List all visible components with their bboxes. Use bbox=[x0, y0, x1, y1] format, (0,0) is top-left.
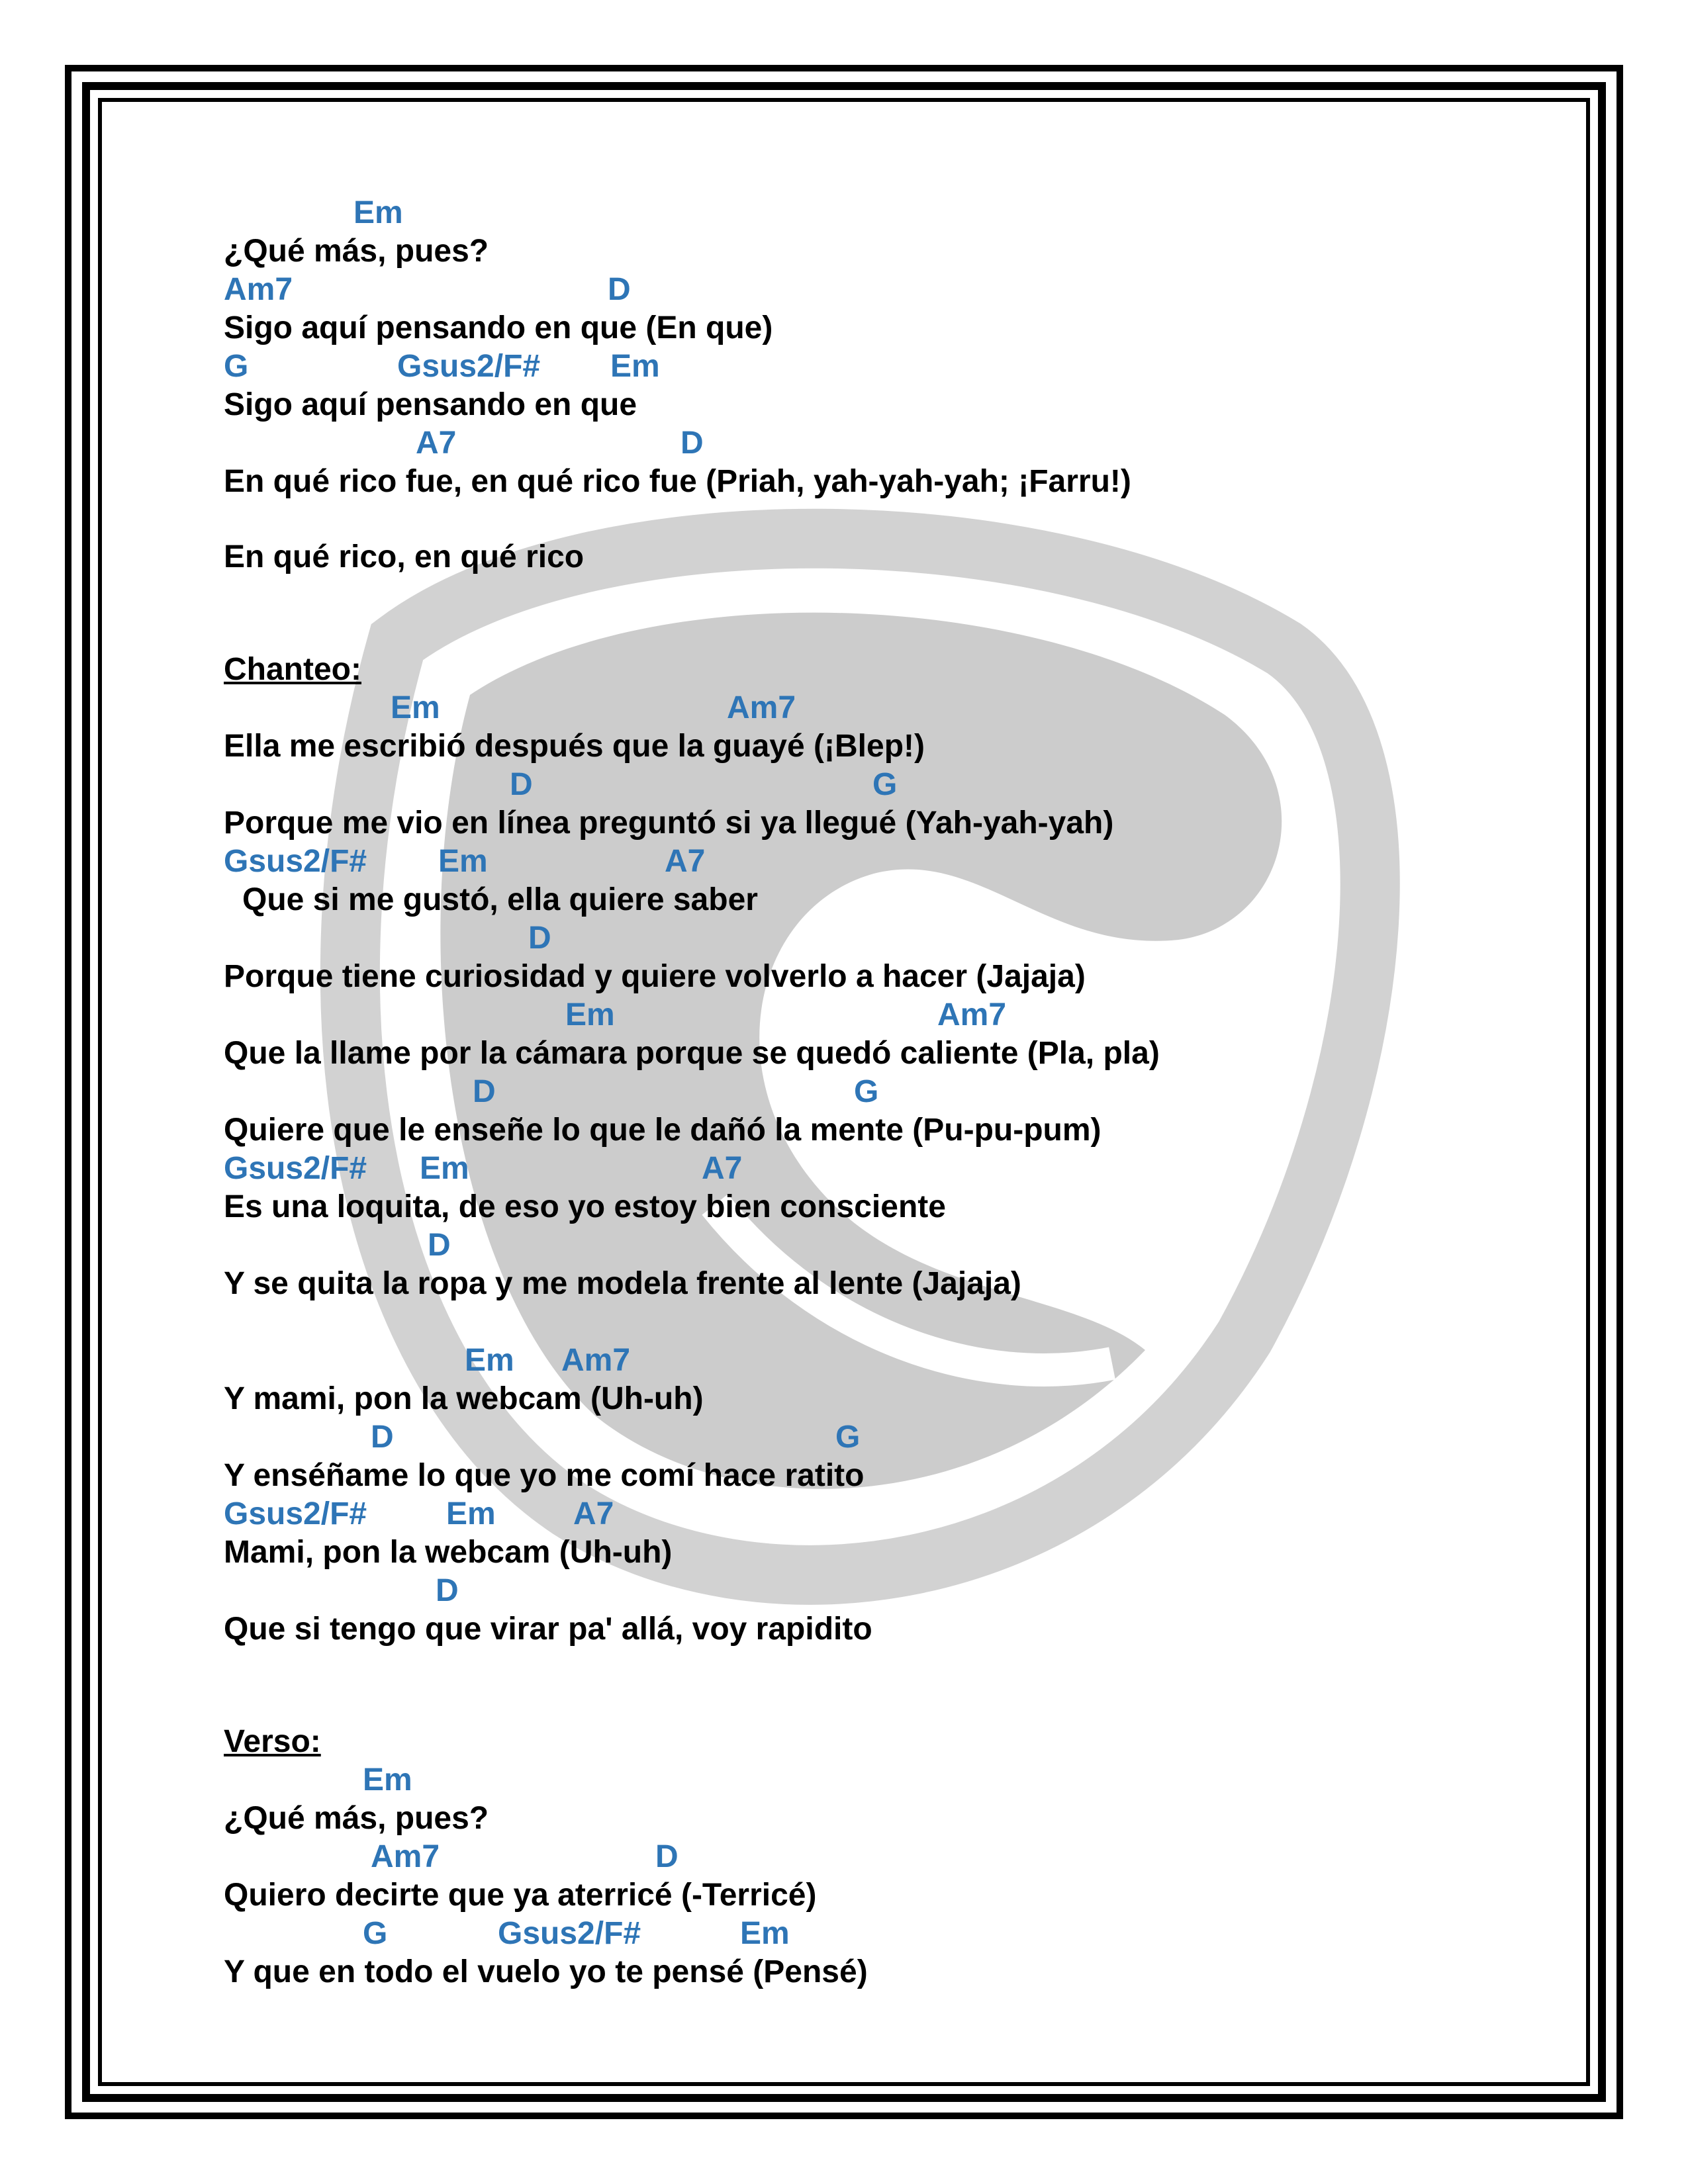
lyric-line: Quiere que le enseñe lo que le dañó la mente (Pu-pu-pum) bbox=[224, 1113, 1102, 1148]
chord-label: Am7 bbox=[371, 1839, 440, 1874]
lyric-line: En qué rico fue, en qué rico fue (Priah, yah-yah-yah; ¡Farru!) bbox=[224, 464, 1131, 499]
chord-label: Em bbox=[446, 1496, 496, 1531]
chord-label: Gsus2/F# bbox=[224, 844, 367, 879]
chord-label: Em bbox=[353, 195, 403, 230]
lyric-line: Sigo aquí pensando en que bbox=[224, 387, 637, 422]
lyric-line: Porque tiene curiosidad y quiere volverlo a hacer (Jajaja) bbox=[224, 959, 1086, 994]
lyric-line: Y enséñame lo que yo me comí hace ratito bbox=[224, 1458, 865, 1493]
chord-label: D bbox=[436, 1573, 459, 1608]
lyric-line: ¿Qué más, pues? bbox=[224, 1801, 489, 1836]
lyric-line: Que si tengo que virar pa' allá, voy rapidito bbox=[224, 1612, 872, 1647]
chord-label: Em bbox=[420, 1151, 469, 1186]
chord-label: Em bbox=[610, 349, 660, 384]
chord-label: A7 bbox=[702, 1151, 743, 1186]
chord-label: Em bbox=[465, 1343, 514, 1378]
chord-label: D bbox=[428, 1228, 451, 1263]
chord-label: Gsus2/F# bbox=[498, 1916, 641, 1951]
lyric-line: Sigo aquí pensando en que (En que) bbox=[224, 310, 773, 345]
section-heading: Chanteo: bbox=[224, 652, 361, 687]
chord-label: D bbox=[680, 426, 704, 461]
chord-label: G bbox=[872, 767, 898, 802]
chord-label: A7 bbox=[665, 844, 706, 879]
lyric-line: Es una loquita, de eso yo estoy bien consciente bbox=[224, 1189, 946, 1224]
chord-label: Gsus2/F# bbox=[224, 1496, 367, 1531]
lyric-line: Ella me escribió después que la guayé (¡Blep!) bbox=[224, 729, 925, 764]
lyric-line: Y que en todo el vuelo yo te pensé (Pensé) bbox=[224, 1954, 868, 1989]
chord-label: D bbox=[655, 1839, 679, 1874]
chord-label: Em bbox=[565, 997, 615, 1032]
chord-label: Am7 bbox=[561, 1343, 631, 1378]
lyric-line: Mami, pon la webcam (Uh-uh) bbox=[224, 1535, 673, 1570]
lyric-line: Que la llame por la cámara porque se quedó caliente (Pla, pla) bbox=[224, 1036, 1160, 1071]
lyric-line: Que si me gustó, ella quiere saber bbox=[242, 882, 758, 917]
chord-label: Em bbox=[438, 844, 488, 879]
lyric-line: Y se quita la ropa y me modela frente al lente (Jajaja) bbox=[224, 1266, 1021, 1301]
section-heading: Verso: bbox=[224, 1724, 321, 1759]
lyric-line: Porque me vio en línea preguntó si ya llegué (Yah-yah-yah) bbox=[224, 805, 1114, 841]
chord-label: Em bbox=[740, 1916, 790, 1951]
lyric-line: Quiero decirte que ya aterricé (-Terricé) bbox=[224, 1878, 817, 1913]
lyric-line: En qué rico, en qué rico bbox=[224, 539, 585, 574]
chord-label: Em bbox=[391, 690, 440, 725]
chord-label: Am7 bbox=[224, 272, 293, 307]
chord-label: G bbox=[363, 1916, 388, 1951]
lyric-line: Y mami, pon la webcam (Uh-uh) bbox=[224, 1381, 704, 1416]
chord-label: D bbox=[608, 272, 631, 307]
chord-label: D bbox=[371, 1420, 394, 1455]
chord-label: G bbox=[224, 349, 249, 384]
chord-label: Gsus2/F# bbox=[397, 349, 541, 384]
chord-label: Em bbox=[363, 1762, 412, 1797]
chord-label: A7 bbox=[573, 1496, 614, 1531]
lyric-line: ¿Qué más, pues? bbox=[224, 234, 489, 269]
chord-label: D bbox=[510, 767, 533, 802]
chord-label: Am7 bbox=[727, 690, 796, 725]
chord-label: D bbox=[473, 1074, 496, 1109]
chord-label: D bbox=[528, 921, 551, 956]
chord-label: Am7 bbox=[937, 997, 1007, 1032]
chord-label: G bbox=[835, 1420, 861, 1455]
chord-label: Gsus2/F# bbox=[224, 1151, 367, 1186]
chord-label: G bbox=[854, 1074, 879, 1109]
chord-label: A7 bbox=[416, 426, 457, 461]
